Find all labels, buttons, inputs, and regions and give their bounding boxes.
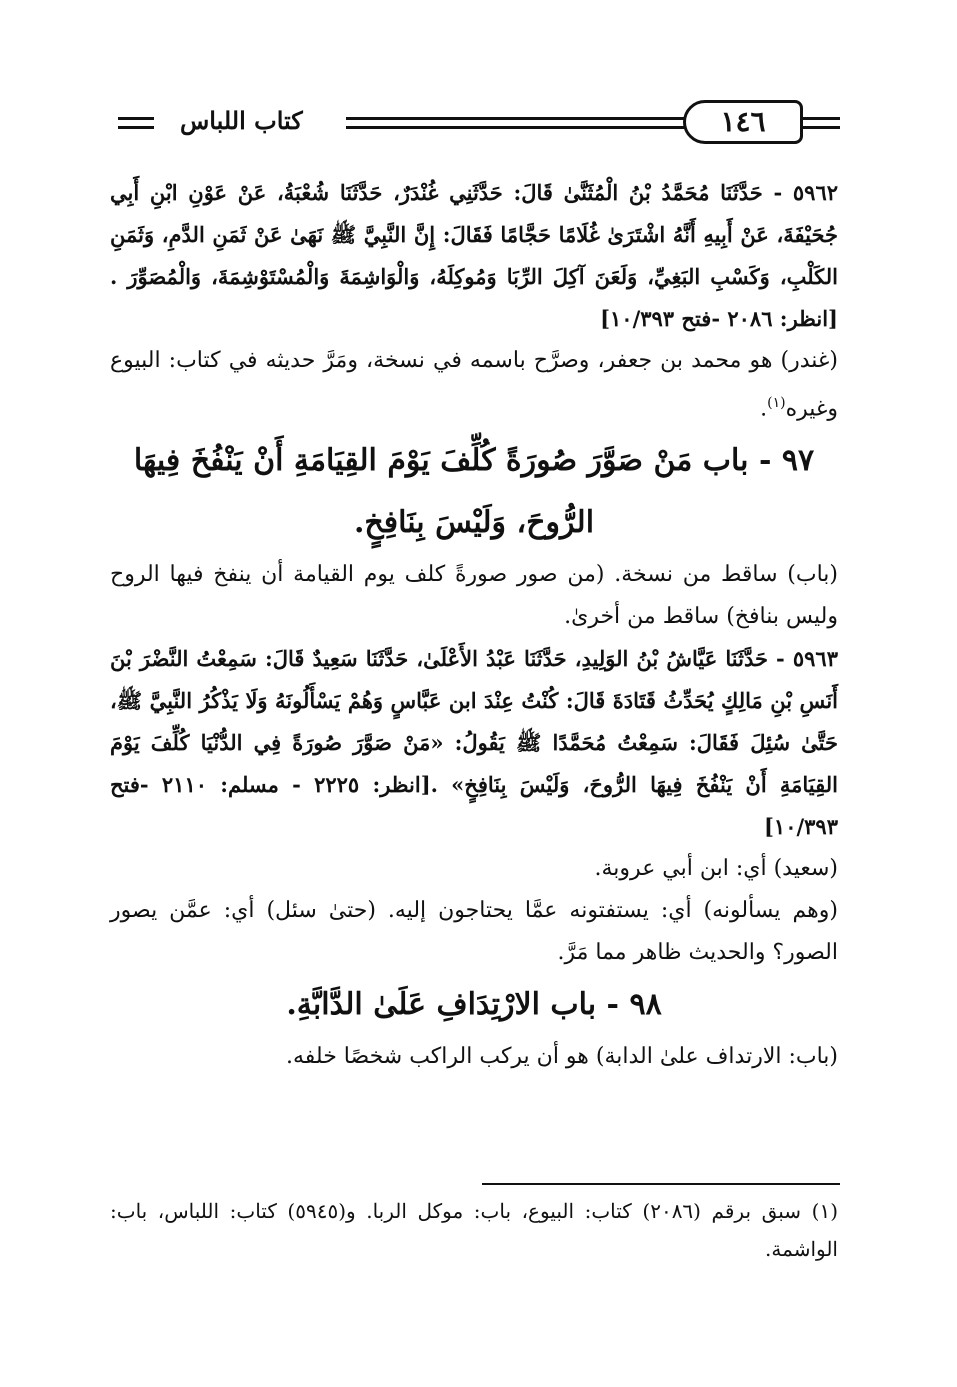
footnote-1: (١) سبق برقم (٢٠٨٦) كتاب: البيوع، باب: موكل الربا. و(٥٩٤٥) كتاب: اللباس، باب: الواشمة. — [110, 1199, 838, 1261]
page-header — [118, 100, 840, 148]
page-body — [110, 172, 838, 1078]
page-number: ١٤٦ — [683, 100, 803, 144]
commentary-saeed: (سعيد) أي: ابن أبي عروبة. — [594, 856, 838, 882]
footnotes — [110, 1192, 838, 1268]
hadith-5963: ٥٩٦٣ - حَدَّثَنَا عَيَّاشُ بْنُ الوَلِيدِ، حَدَّثَنَا عَبْدُ الأَعْلَىٰ، حَدَّثَنَا سَعِيدٌ قَالَ: سَمِعْتُ النَّضْرَ بْنَ أَنَسِ بْنِ مَالِكٍ يُحَدِّثُ قَتَادَةَ قَالَ: كُنْتُ عِنْدَ ابن عَبَّاسٍ وَهُمْ يَسْأَلُونَهُ وَلَا يَذْكُرُ النَّبِيَّ ﷺ، حَتَّىٰ سُئِلَ فَقَالَ: سَمِعْتُ مُحَمَّدًا ﷺ يَقُولُ: «مَنْ صَوَّرَ صُورَةً فِي الدُّنْيَا كُلِّفَ يَوْمَ القِيَامَةِ أَنْ يَنْفُخَ فِيهَا الرُّوحَ، وَلَيْسَ بِنَافِخٍ» .[انظر: ٢٢٢٥ - مسلم: ٢١١٠ -فتح ١٠/٣٩٣] — [110, 646, 838, 840]
commentary-bab-97: (باب) ساقط من نسخة. (من صور صورةً كلف يوم القيامة أن ينفخ فيها الروح وليس بنافخ) ساقط من أخرىٰ. — [110, 562, 838, 630]
header-ornament-left — [118, 117, 154, 129]
footnote-separator — [482, 1183, 840, 1185]
hadith-5962: ٥٩٦٢ - حَدَّثَنَا مُحَمَّدُ بْنُ الْمُثَنَّىٰ قَالَ: حَدَّثَنِي غُنْدَرٌ، حَدَّثَنَا شُعْبَةُ، عَنْ عَوْنِ ابْنِ أَبِي جُحَيْفَةَ، عَنْ أَبِيهِ أَنَّهُ اشْتَرَىٰ غُلَامًا حَجَّامًا فَقَالَ: إِنَّ النَّبِيَّ ﷺ نَهَىٰ عَنْ ثَمَنِ الدَّمِ، وَثَمَنِ الكَلْبِ، وَكَسْبِ البَغِيِّ، وَلَعَنَ آكِلَ الرِّبَا وَمُوكِلَهُ، وَالْوَاشِمَةَ وَالْمُسْتَوْشِمَةَ، وَالْمُصَوِّرَ .[انظر: ٢٠٨٦ -فتح ١٠/٣٩٣] — [110, 180, 839, 331]
bab-97-heading: ٩٧ - باب مَنْ صَوَّرَ صُورَةً كُلِّفَ يَوْمَ القِيَامَةِ أَنْ يَنْفُخَ فِيهَا الرُّوحَ، وَلَيْسَ بِنَافِخٍ. — [133, 443, 815, 541]
header-ornament-right — [808, 117, 840, 129]
bab-98-heading: ٩٨ - باب الارْتِدَافِ عَلَىٰ الدَّابَّةِ. — [286, 987, 662, 1023]
commentary-yasalunahu: (وهم يسألونه) أي: يستفتونه عمَّا يحتاجون إليه. (حتىٰ سئل) أي: عمَّن يصور الصور؟ والحديث ظاهر مما مَرَّ. — [110, 898, 838, 966]
commentary-bab-98: (باب: الارتداف علىٰ الدابة) هو أن يركب الراكب شخصًا خلفه. — [286, 1044, 838, 1070]
commentary-ghundar-end: . — [760, 396, 768, 422]
commentary-ghundar — [110, 340, 838, 430]
commentary-ghundar-text: (غندر) هو محمد بن جعفر، وصرَّح باسمه في نسخة، ومَرَّ حديثه في كتاب: البيوع وغيره — [110, 348, 838, 422]
footnote-ref-1[interactable]: (١) — [767, 395, 786, 411]
book-title: كتاب اللباس — [180, 106, 303, 135]
